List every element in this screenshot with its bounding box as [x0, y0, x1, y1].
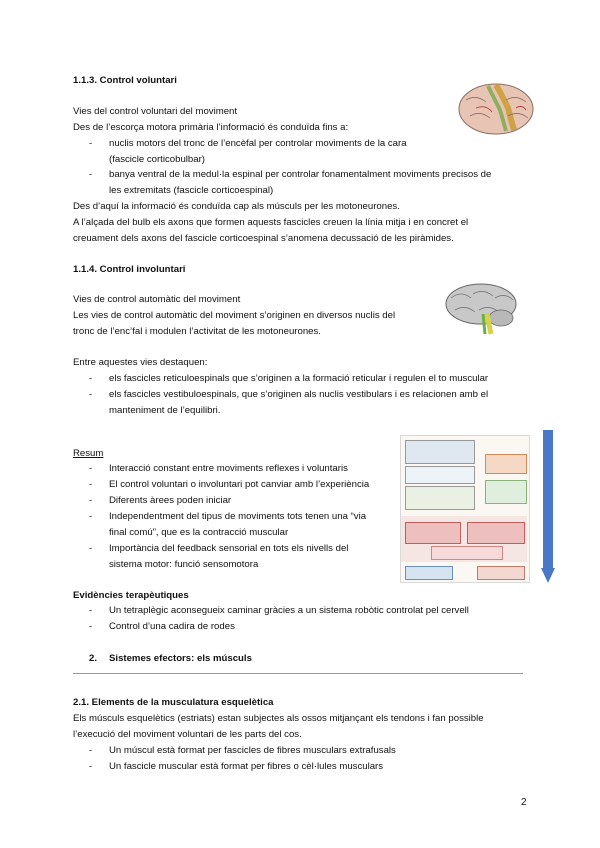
paragraph: l’execució del moviment voluntari de les parts del cos.: [73, 729, 302, 740]
list-item-continuation: sistema motor: funció sensomotora: [109, 559, 259, 570]
list-item: Importància del feedback sensorial en tots els nivells del: [109, 543, 349, 554]
list-item-continuation: final comú”, que es la contracció muscular: [109, 527, 289, 538]
list-item: Diferents àrees poden iniciar: [109, 495, 232, 506]
section-heading-1-1-3: 1.1.3. Control voluntari: [73, 75, 177, 86]
bullet-dash: -: [89, 761, 93, 772]
diagram-box-sensory: [405, 566, 453, 580]
list-item: Control d’una cadira de rodes: [109, 621, 235, 632]
list-item: Interacció constant entre moviments reflexes i voluntaris: [109, 463, 348, 474]
paragraph: tronc de l’enc’fal i modulen l’activitat de les motoneurones.: [73, 326, 321, 337]
down-arrow-icon: [541, 430, 555, 584]
bullet-dash: -: [89, 621, 93, 632]
list-item: Independentment del tipus de moviments tots tenen una “via: [109, 511, 367, 522]
brain-brainstem-illustration: [443, 280, 523, 336]
diagram-box-cerebellum: [485, 480, 527, 504]
list-item: Un tetraplègic aconsegueix caminar gràcies a un sistema robòtic controlat pel cervell: [109, 605, 469, 616]
bullet-dash: -: [89, 463, 93, 474]
subtitle-automatic-pathways: Vies de control automàtic del moviment: [73, 294, 241, 305]
paragraph: Entre aquestes vies destaquen:: [73, 357, 208, 368]
list-item: El control voluntari o involuntari pot canviar amb l’experiència: [109, 479, 370, 490]
bullet-dash: -: [89, 138, 93, 149]
page-number: 2: [521, 797, 527, 808]
list-item: els fascicles vestibuloespinals, que s’originen als nuclis vestibulars i es relacionen amb el: [109, 389, 489, 400]
bullet-dash: -: [89, 389, 93, 400]
list-item: Un fascicle muscular està format per fibres o cèl·lules musculars: [109, 761, 384, 772]
paragraph-intro: Des de l’escorça motora primària l’informació és conduïda fins a:: [73, 122, 349, 133]
bullet-dash: -: [89, 605, 93, 616]
subtitle-voluntary-pathways: Vies del control voluntari del moviment: [73, 106, 238, 117]
diagram-highlight: [401, 516, 527, 562]
diagram-box-basal-ganglia: [485, 454, 527, 474]
bullet-dash: -: [89, 479, 93, 490]
list-item-continuation: (fascicle corticobulbar): [109, 154, 205, 165]
bullet-dash: -: [89, 169, 93, 180]
diagram-box: [405, 486, 475, 510]
paragraph: A l’alçada del bulb els axons que formen aquests fascicles creuen la línia mitja i en concret el: [73, 217, 469, 228]
bullet-dash: -: [89, 373, 93, 384]
diagram-box-muscles: [477, 566, 525, 580]
diagram-box: [405, 466, 475, 484]
bullet-dash: -: [89, 495, 93, 506]
paragraph: Els músculs esquelètics (estriats) estan subjectes als ossos mitjançant els tendons i fan possible: [73, 713, 484, 724]
paragraph: Les vies de control automàtic del moviment s’originen en diversos nuclis del: [73, 310, 396, 321]
list-item: nuclis motors del tronc de l’encèfal per controlar moviments de la cara: [109, 138, 407, 149]
section-title-2: Sistemes efectors: els músculs: [109, 653, 252, 664]
brain-motor-cortex-illustration: [456, 80, 536, 138]
list-item: els fascicles reticuloespinals que s’originen a la formació reticular i regulen el to muscular: [109, 373, 489, 384]
paragraph: creuament dels axons del fascicle corticoespinal s’anomena decussació de les piràmides.: [73, 233, 454, 244]
bullet-dash: -: [89, 511, 93, 522]
bullet-dash: -: [89, 543, 93, 554]
section-heading-2-1: 2.1. Elements de la musculatura esquelètica: [73, 697, 274, 708]
therapeutic-evidence-title: Evidències terapèutiques: [73, 590, 189, 601]
paragraph: Des d’aquí la informació és conduïda cap als músculs per les motoneurones.: [73, 201, 400, 212]
section-heading-1-1-4: 1.1.4. Control involuntari: [73, 264, 186, 275]
list-item: banya ventral de la medul·la espinal per controlar fonamentalment moviments precisos de: [109, 169, 492, 180]
horizontal-rule: [73, 673, 523, 674]
list-item-continuation: les extremitats (fascicle corticoespinal): [109, 185, 274, 196]
list-item: Un múscul està format per fascicles de fibres musculars extrafusals: [109, 745, 396, 756]
list-item-continuation: manteniment de l’equilibri.: [109, 405, 221, 416]
motor-system-diagram: [400, 435, 530, 583]
section-number-2: 2.: [89, 653, 98, 664]
bullet-dash: -: [89, 745, 93, 756]
summary-title: Resum: [73, 448, 104, 459]
diagram-box-cortex: [405, 440, 475, 464]
